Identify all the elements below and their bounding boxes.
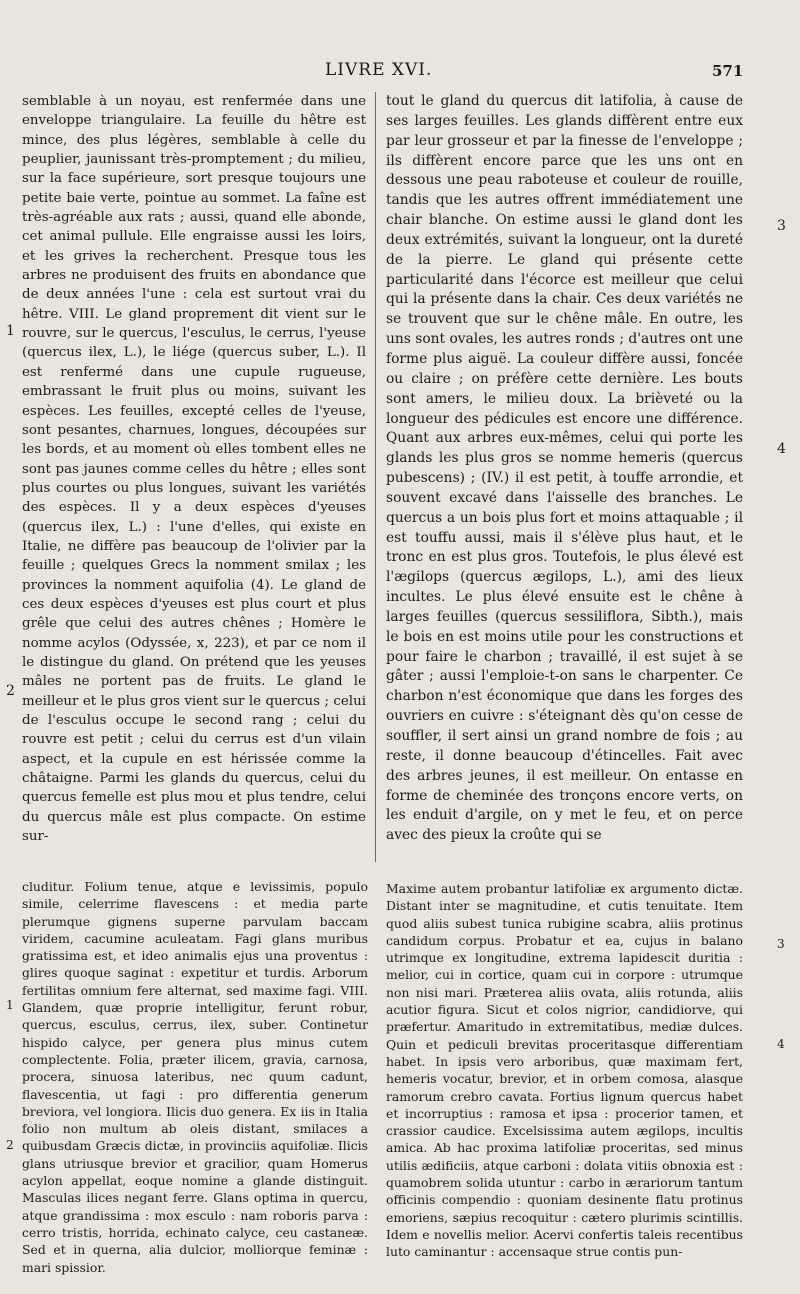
section-number-french-3: 3 [777,218,786,234]
french-text-left-column [22,92,366,874]
french-text-right: tout le gland du quercus dit latifolia, à cause de ses larges feuilles. Les glands diffèrent entre eux par leur grosseur et par la finesse de l'enveloppe ; ils diffèrent encore parce que les uns ont en dessous une peau raboteuse et couleur de rouille, tandis que les autres offrent immédiatement une chair blanche. On estime aussi le gland dont les deux extrémités, suivant la longueur, ont la dureté de la pierre. Le gland qui présente cette particularité dans l'écorce est meilleur que celui qui la présente dans la chair. Ces deux variétés ne se trouvent que sur le chêne mâle. En outre, les uns sont ovales, les autres ronds ; d'autres ont une forme plus aiguë. La couleur diffère aussi, foncée ou claire ; on préfère cette dernière. Les bouts sont amers, le milieu doux. La brièveté ou la longueur des pédicules est encore une différence. Quant aux arbres eux-mêmes, celui qui porte les glands les plus gros se nomme hemeris (quercus pubescens) ; (IV.) il est petit, à touffe arrondie, et souvent excavé dans l'aisselle des branches. Le quercus a un bois plus fort et moins attaquable ; il est touffu aussi, mais il s'élève plus haut, et le tronc en est plus gros. Toutefois, le plus élevé est l'ægilops (quercus ægilops, L.), ami des lieux incultes. Le plus élevé ensuite est le chêne à larges feuilles (quercus sessiliflora, Sibth.), mais le bois en est moins utile pour les constructions et pour faire le charbon ; travaillé, il est sujet à se gâter ; aussi l'emploie-t-on sans le charpenter. Ce charbon n'est économique que dans les forges des ouvriers en cuivre : s'éteignant dès qu'on cesse de souffler, il sert ainsi un grand nombre de fois ; au reste, il donne beaucoup d'étincelles. Fait avec des arbres jeunes, il est meilleur. On entasse en forme de cheminée des tronçons encore verts, on les enduit d'argile, on y met le feu, et on perce avec des pieux la croûte qui se [386,93,743,844]
section-number-french-1: 1 [6,323,15,339]
running-title: LIVRE XVI. [325,60,433,80]
page-header [0,60,800,84]
section-number-latin-4: 4 [777,1037,785,1051]
section-number-latin-2: 2 [6,1138,14,1152]
page-number: 571 [712,62,744,80]
latin-text-left: cluditur. Folium tenue, atque e levissimis, populo simile, celerrime flavescens : et media parte plerumque gignens superne parvulam baccam viridem, cacumine aculeatam. Fagi glans muribus gratissima est, et ideo animalis ejus una proventus : glires quoque saginat : expetitur et turdis. Arborum fertilitas omnium fere alternat, sed maxime fagi. VIII. Glandem, quæ proprie intelligitur, ferunt robur, quercus, esculus, cerrus, ilex, suber. Continetur hispido calyce, per genera plus minus cutem complectente. Folia, præter ilicem, gravia, carnosa, procera, sinuosa lateribus, nec quum cadunt, flavescentia, ut fagi : pro differentia generum breviora, vel longiora. Ilicis duo genera. Ex iis in Italia folio non multum ab oleis distant, smilaces a quibusdam Græcis dictæ, in provinciis aquifoliæ. Ilicis glans utriusque brevior et gracilior, quam Homerus acylon appellat, eoque nomine a glande distinguit. Masculas ilices negant ferre. Glans optima in quercu, atque grandissima : mox esculo : nam roboris parva : cerro tristis, horrida, echinato calyce, ceu castaneæ. Sed et in querna, alia dulcior, molliorque feminæ : mari spissior. [22,879,368,1275]
latin-text-right-column [386,880,743,1280]
column-divider [375,92,376,862]
section-number-latin-1: 1 [6,998,14,1012]
section-number-french-4: 4 [777,441,786,457]
section-number-french-2: 2 [6,683,15,699]
latin-text-left-column [22,878,368,1278]
section-number-latin-3: 3 [777,937,785,951]
latin-text-right: Maxime autem probantur latifoliæ ex argumento dictæ. Distant inter se magnitudine, et cutis tenuitate. Item quod aliis subest tunica rubigine scabra, aliis protinus candidum corpus. Probatur et ea, cujus in balano utrimque ex longitudine, extrema lapidescit duritia : melior, cui in cortice, quam cui in corpore : utrumque non nisi mari. Præterea aliis ovata, aliis rotunda, aliis acutior figura. Sicut et colos nigrior, candidiorve, qui præfertur. Amaritudo in extremitatibus, mediæ dulces. Quin et pediculi brevitas proceritasque differentiam habet. In ipsis vero arboribus, quæ maximam fert, hemeris vocatur, brevior, et in orbem comosa, alasque ramorum crebro cavata. Fortius lignum quercus habet et incorruptius : ramosa et ipsa : procerior tamen, et crassior caudice. Excelsissima autem ægilops, incultis amica. Ab hac proxima latifoliæ proceritas, sed minus utilis ædificiis, atque carboni : dolata vitiis obnoxia est : quamobrem solida utuntur : carbo in ærariorum tantum officinis compendio : quoniam desinente flatu protinus emoriens, sæpius recoquitur : cætero plurimis scintillis. Idem e novellis melior. Acervi confertis taleis recentibus luto caminantur : accensaque strue contis pun- [386,881,743,1260]
french-text-right-column [386,92,743,874]
french-text-left: semblable à un noyau, est renfermée dans une enveloppe triangulaire. La feuille du hêtre est mince, des plus légères, semblable à celle du peuplier, jaunissant très-promptement ; du milieu, sur la face supérieure, sort presque toujours une petite baie verte, pointue au sommet. La faîne est très-agréable aux rats ; aussi, quand elle abonde, cet animal pullule. Elle engraisse aussi les loirs, et les grives la recherchent. Presque tous les arbres ne produisent des fruits en abondance que de deux années l'une : cela est surtout vrai du hêtre. VIII. Le gland proprement dit vient sur le rouvre, sur le quercus, l'esculus, le cerrus, l'yeuse (quercus ilex, L.), le liége (quercus suber, L.). Il est renfermé dans une cupule rugueuse, embrassant le fruit plus ou moins, suivant les espèces. Les feuilles, excepté celles de l'yeuse, sont pesantes, charnues, longues, découpées sur les bords, et au moment où elles tombent elles ne sont pas jaunes comme celles du hêtre ; elles sont plus courtes ou plus longues, suivant les variétés des espèces. Il y a deux espèces d'yeuses (quercus ilex, L.) : l'une d'elles, qui existe en Italie, ne diffère pas beaucoup de l'olivier par la feuille ; quelques Grecs la nomment smilax ; les provinces la nomment aquifolia (4). Le gland de ces deux espèces d'yeuses est plus court et plus grêle que celui des autres chênes ; Homère le nomme acylos (Odyssée, x, 223), et par ce nom il le distingue du gland. On prétend que les yeuses mâles ne portent pas de fruits. Le gland le meilleur et le plus gros vient sur le quercus ; celui de l'esculus occupe le second rang ; celui du rouvre est petit ; celui du cerrus est d'un vilain aspect, et la cupule en est hérissée comme la châtaigne. Parmi les glands du quercus, celui du quercus femelle est plus mou et plus tendre, celui du quercus mâle est plus compacte. On estime sur- [22,94,366,845]
